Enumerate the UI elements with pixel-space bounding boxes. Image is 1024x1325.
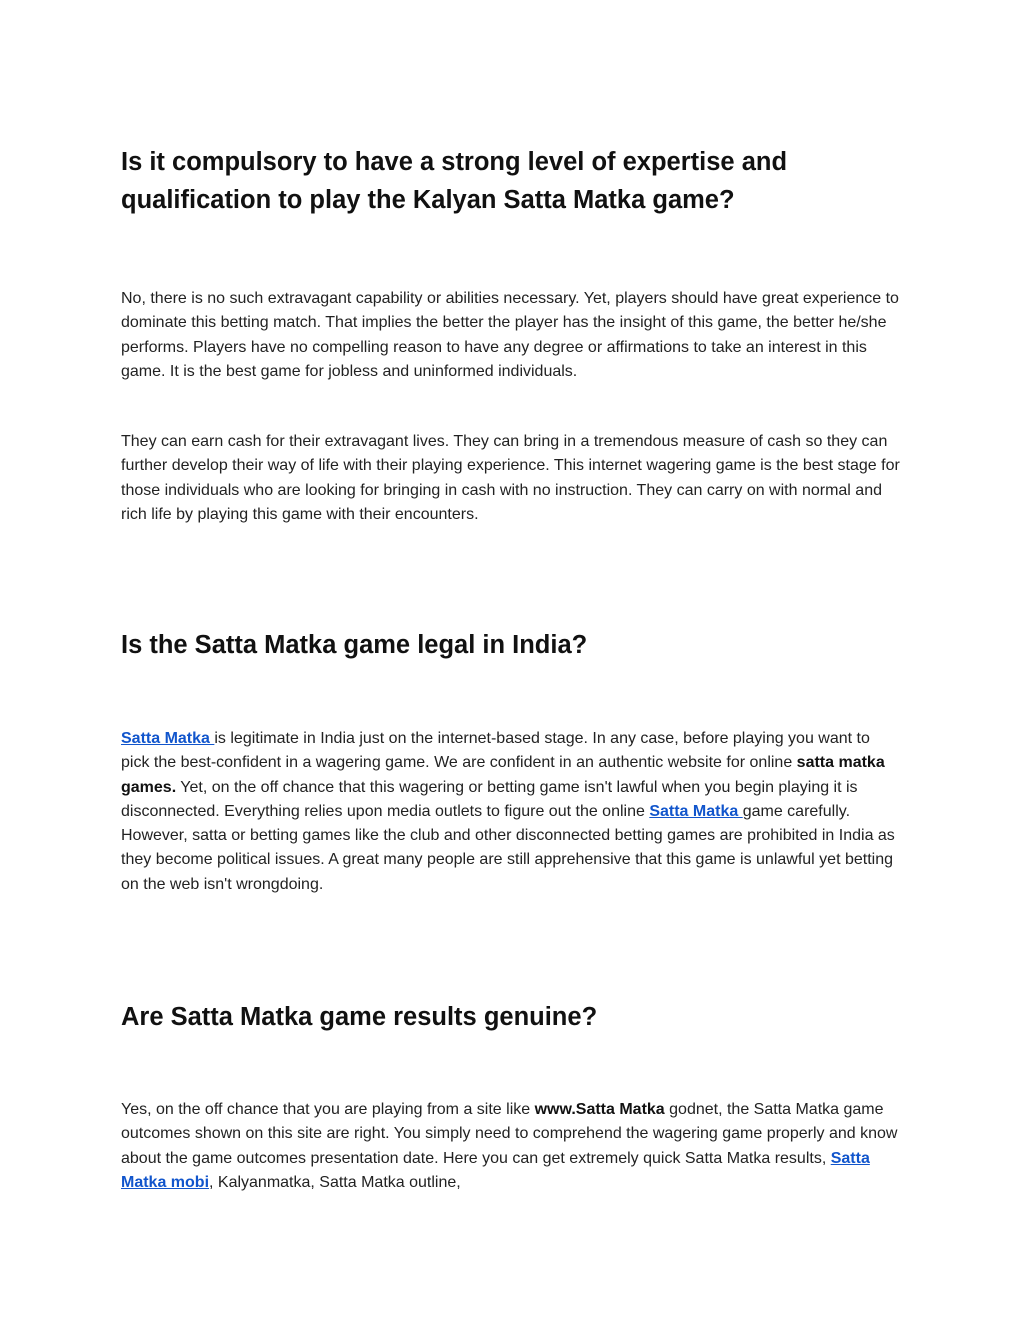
satta-matka-games-bold: satta matka games.: [121, 754, 885, 796]
heading-results-question: Are Satta Matka game results genuine?: [121, 1003, 598, 1031]
paragraph-earn-cash: They can earn cash for their extravagant lives. They can bring in a tremendous measure of cash so they can further develop their way of life with their playing experience. This internet wagering game is the best stage for those individuals who are looking for bringing in cash with no instruction. They can carry on with normal and rich life by playing this game with their encounters.: [121, 433, 900, 523]
paragraph-results: [121, 1098, 901, 1195]
heading-legal-question: Is the Satta Matka game legal in India?: [121, 631, 588, 659]
paragraph-legality: [121, 727, 901, 897]
results-text-1: Yes, on the off chance that you are playing from a site like: [121, 1101, 535, 1118]
results-text-3: , Kalyanmatka, Satta Matka outline,: [209, 1173, 461, 1191]
satta-matka-link-2[interactable]: Satta Matka: [649, 802, 743, 820]
heading-expertise-question: Is it compulsory to have a strong level of expertise and qualification to play the Kalyan Satta Matka game?: [121, 148, 788, 214]
satta-matka-link[interactable]: Satta Matka: [121, 730, 215, 747]
results-text-2: godnet, the Satta Matka game outcomes shown on this site are right. You simply need to comprehend the wagering game properly and know about the game outcomes presentation date. Here you can get extremely quick Satta Matka results,: [121, 1101, 898, 1167]
paragraph-no-capability: No, there is no such extravagant capability or abilities necessary. Yet, players should have great experience to dominate this betting match. That implies the better the player has the insight of this game, the better he/she performs. Players have no compelling reason to have any degree or affirmations to take an interest in this game. It is the best game for jobless and uninformed individuals.: [121, 290, 899, 380]
legality-text-1: is legitimate in India just on the internet-based stage. In any case, before playing you want to pick the best-confident in a wagering game. We are confident in an authentic website for online: [121, 730, 870, 772]
site-name-bold: www.Satta Matka: [534, 1101, 665, 1118]
legality-text-2: Yet, on the off chance that this wagering or betting game isn't lawful when you begin playing it is disconnected. Everything relies upon media outlets to figure out the online: [121, 778, 858, 820]
legality-text-3: game carefully. However, satta or betting games like the club and other disconnected betting games are prohibited in India as they become political issues. A great many people are still apprehensive that this game is unlawful yet betting on the web isn't wrongdoing.: [121, 802, 895, 893]
satta-matka-mobi-link[interactable]: Satta Matka mobi: [121, 1149, 870, 1191]
